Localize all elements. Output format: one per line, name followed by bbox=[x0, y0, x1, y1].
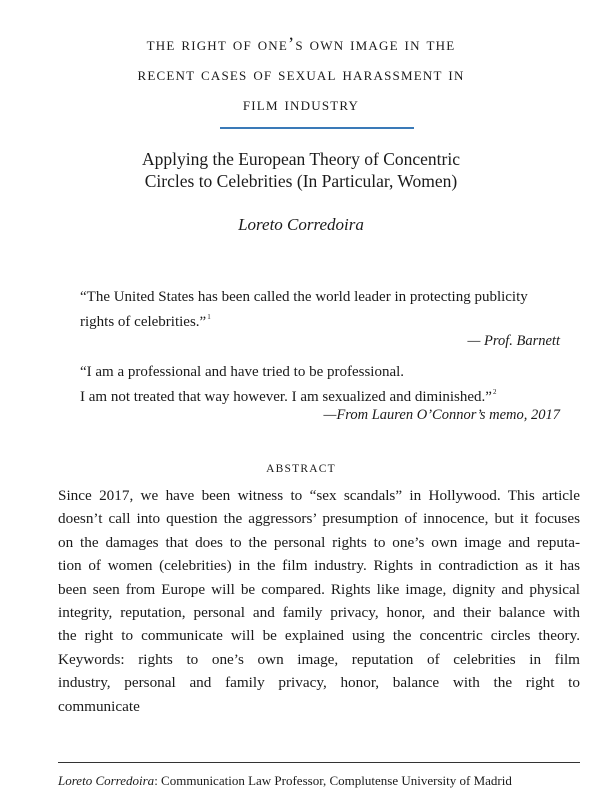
abstract-line: integrity, reputation, personal and family privacy, honor, and their balance with bbox=[58, 604, 580, 622]
footnote-marker-1: 1 bbox=[207, 313, 211, 321]
author-footnote bbox=[58, 773, 512, 789]
article-title bbox=[20, 30, 582, 120]
quote-1-attribution: — Prof. Barnett bbox=[467, 333, 560, 349]
footnote-divider bbox=[58, 762, 580, 763]
footnote-author-name: Loreto Corredoira bbox=[58, 773, 155, 788]
quote-2-attribution: —From Lauren O’Connor’s memo, 2017 bbox=[323, 407, 560, 423]
title-line-1: the right of one’s own image in the bbox=[146, 35, 456, 55]
abstract-line: on the damages that does to the personal rights to one’s own image and reputa- bbox=[58, 533, 580, 551]
quote-2-line-2: I am not treated that way however. I am sexualized and diminished.” bbox=[80, 389, 492, 405]
article-subtitle bbox=[20, 148, 582, 192]
title-divider bbox=[220, 127, 414, 129]
title-line-3: film industry bbox=[242, 95, 360, 115]
abstract-line: Since 2017, we have been witness to “sex scandals” in Hollywood. This article bbox=[58, 487, 580, 504]
keywords-line: industry, personal and family privacy, honor, balance with the right to bbox=[58, 674, 580, 692]
abstract-line: tion of women (celebrities) in the film industry. Rights in contradiction as it has bbox=[58, 557, 580, 575]
quote-1-line-2: rights of celebrities.” bbox=[80, 314, 207, 330]
abstract-line: the right to communicate will be explained using the concentric circles theory. bbox=[58, 627, 580, 645]
abstract-line: been seen from Europe will be compared. Rights like image, dignity and physical bbox=[58, 580, 580, 598]
footnote-marker-2: 2 bbox=[492, 388, 497, 396]
subtitle-line-1: Applying the European Theory of Concentric bbox=[142, 149, 460, 169]
abstract-body bbox=[58, 484, 580, 718]
keywords-line: communicate bbox=[58, 697, 140, 715]
footnote-affiliation: : Communication Law Professor, Complutense University of Madrid bbox=[154, 773, 512, 788]
epigraph-quote-2 bbox=[80, 362, 560, 407]
quote-1-line-1: “The United States has been called the world leader in protecting publicity bbox=[80, 289, 528, 305]
epigraph-quote-1 bbox=[80, 287, 560, 332]
subtitle-line-2: Circles to Celebrities (In Particular, Women) bbox=[144, 171, 458, 191]
author-name: Loreto Corredoira bbox=[238, 215, 364, 234]
keywords-line: Keywords: rights to one’s own image, reputation of celebrities in film bbox=[58, 650, 580, 668]
abstract-heading: ABSTRACT bbox=[266, 463, 336, 475]
quote-2-line-1: “I am a professional and have tried to be professional. bbox=[80, 364, 405, 380]
title-line-2: recent cases of sexual harassment in bbox=[137, 65, 465, 85]
abstract-line: doesn’t call into question the aggressors’ presumption of innocence, but it focuses bbox=[58, 510, 580, 528]
